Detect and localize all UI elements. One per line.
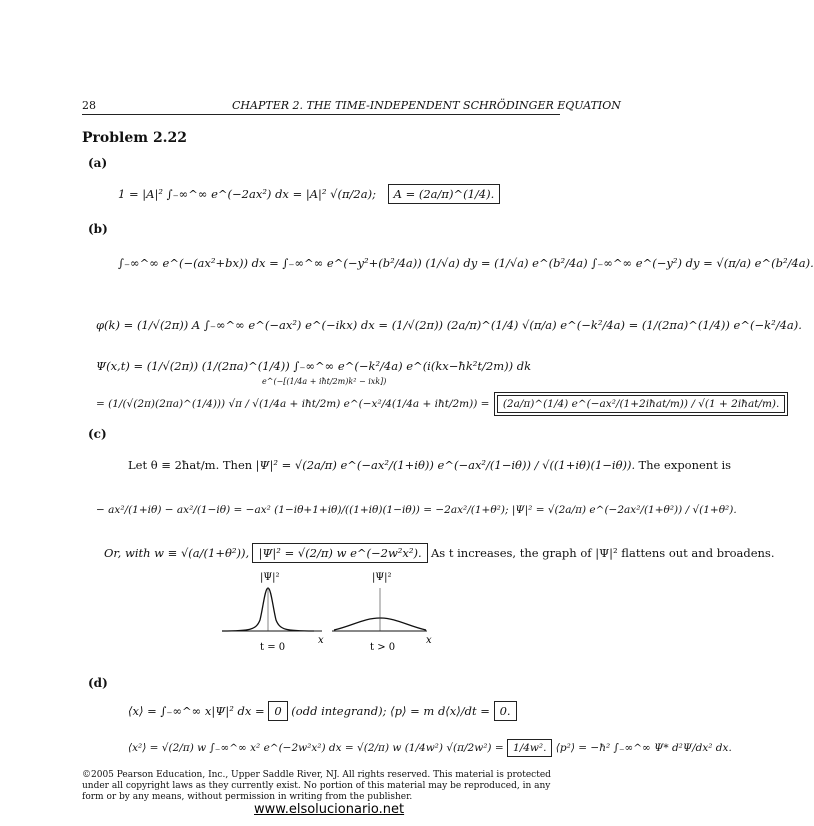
page-number: 28 (82, 99, 96, 112)
plot-left-xlabel: x (318, 635, 324, 646)
part-d-x-answer-box: 0 (268, 701, 287, 721)
part-c-line1 (128, 458, 731, 472)
part-d-p-expectation: (odd integrand); ⟨p⟩ = m d⟨x⟩/dt = (291, 704, 490, 718)
part-d-x2-expectation: ⟨x²⟩ = √(2/π) w ∫₋∞^∞ x² e^(−2w²x²) dx = √(2/π) w (1/4w²) √(π/2w²) = (128, 742, 504, 754)
part-c-line3 (104, 546, 775, 560)
part-d-label: (d) (88, 676, 108, 690)
part-a-equation: 1 = |A|² ∫₋∞^∞ e^(−2ax²) dx = |A|² √(π/2a); (118, 187, 376, 201)
part-d-p2-expectation: ⟨p²⟩ = −ħ² ∫₋∞^∞ Ψ* d²Ψ/dx² dx. (555, 742, 732, 754)
part-b-phi-k: φ(k) = (1/√(2π)) A ∫₋∞^∞ e^(−ax²) e^(−ikx) dx = (1/√(2π)) (2a/π)^(1/4) √(π/a) e^(−k²/4a) = (1/(2πa)^(1/4)) e^(−k²/4a). (96, 318, 802, 332)
part-c-theta-def: Let θ ≡ 2ħat/m. Then (128, 458, 253, 472)
part-d-line2 (128, 742, 732, 754)
part-b-psi-derivation: = (1/(√(2π)(2πa)^(1/4))) √π / √(1/4a + iħt/2m) e^(−x²/4(1/4a + iħt/2m)) = (96, 398, 490, 410)
plot-right-ylabel: |Ψ|² (372, 572, 392, 583)
part-b-gaussian-integral: ∫₋∞^∞ e^(−(ax²+bx)) dx = ∫₋∞^∞ e^(−y²+(b²/4a)) (1/√a) dy = (1/√a) e^(b²/4a) ∫₋∞^∞ e^(−y²) dy = √(π/a) e^(b²/4a). (118, 256, 814, 270)
plot-right-caption: t > 0 (370, 642, 396, 653)
part-b-label: (b) (88, 222, 108, 236)
part-d-p-answer-box: 0. (494, 701, 517, 721)
part-a-label: (a) (88, 156, 108, 170)
part-b-underbrace-note: e^(−[(1/4a + iħt/2m)k² − ixk]) (262, 377, 387, 386)
part-c-w-def: Or, with w ≡ √(a/(1+θ²)), (104, 546, 250, 560)
source-link[interactable]: www.elsolucionario.net (254, 802, 405, 817)
part-b-psi-answer-box: (2a/π)^(1/4) e^(−ax²/(1+2iħat/m)) / √(1 + 2iħat/m). (497, 395, 786, 413)
part-c-psi-squared: |Ψ|² = √(2a/π) e^(−ax²/(1+iθ)) e^(−ax²/(1−iθ)) / √((1+iθ)(1−iθ)). (255, 458, 636, 472)
plot-right-xlabel: x (426, 635, 432, 646)
plot-left-ylabel: |Ψ|² (260, 572, 280, 583)
part-d-line1 (128, 704, 517, 718)
part-b-psi-result (96, 398, 785, 410)
part-c-exponent-text: The exponent is (638, 458, 732, 472)
part-d-x-expectation: ⟨x⟩ = ∫₋∞^∞ x|Ψ|² dx = (128, 704, 265, 718)
copyright-footer: ©2005 Pearson Education, Inc., Upper Saddle River, NJ. All rights reserved. This material is protected under all copyright laws as they currently exist. No portion of this material may be reproduced, in any form or by any means, without permission in writing from the publisher. (82, 770, 551, 802)
psi-squared-sketches (222, 568, 462, 668)
part-c-conclusion: As t increases, the graph of |Ψ|² flattens out and broadens. (430, 546, 775, 560)
plot-left-caption: t = 0 (260, 642, 286, 653)
part-d-x2-answer-box: 1/4w². (507, 739, 552, 757)
part-a-answer-box: A = (2a/π)^(1/4). (388, 184, 501, 204)
chapter-title: CHAPTER 2. THE TIME-INDEPENDENT SCHRÖDINGER EQUATION (232, 99, 621, 112)
part-a-normalization (118, 187, 500, 201)
part-b-psi-integral: Ψ(x,t) = (1/√(2π)) (1/(2πa)^(1/4)) ∫₋∞^∞ e^(−k²/4a) e^(i(kx−ħk²t/2m)) dk (96, 359, 532, 373)
problem-title: Problem 2.22 (82, 130, 188, 146)
header-rule (82, 114, 560, 115)
part-c-label: (c) (88, 427, 107, 441)
part-c-exponent-equation: − ax²/(1+iθ) − ax²/(1−iθ) = −ax² (1−iθ+1+iθ)/((1+iθ)(1−iθ)) = −2ax²/(1+θ²); |Ψ|² = √(2a/π) e^(−2ax²/(1+θ²)) / √(1+θ²). (96, 504, 737, 516)
part-c-answer-box: |Ψ|² = √(2/π) w e^(−2w²x²). (252, 543, 427, 563)
